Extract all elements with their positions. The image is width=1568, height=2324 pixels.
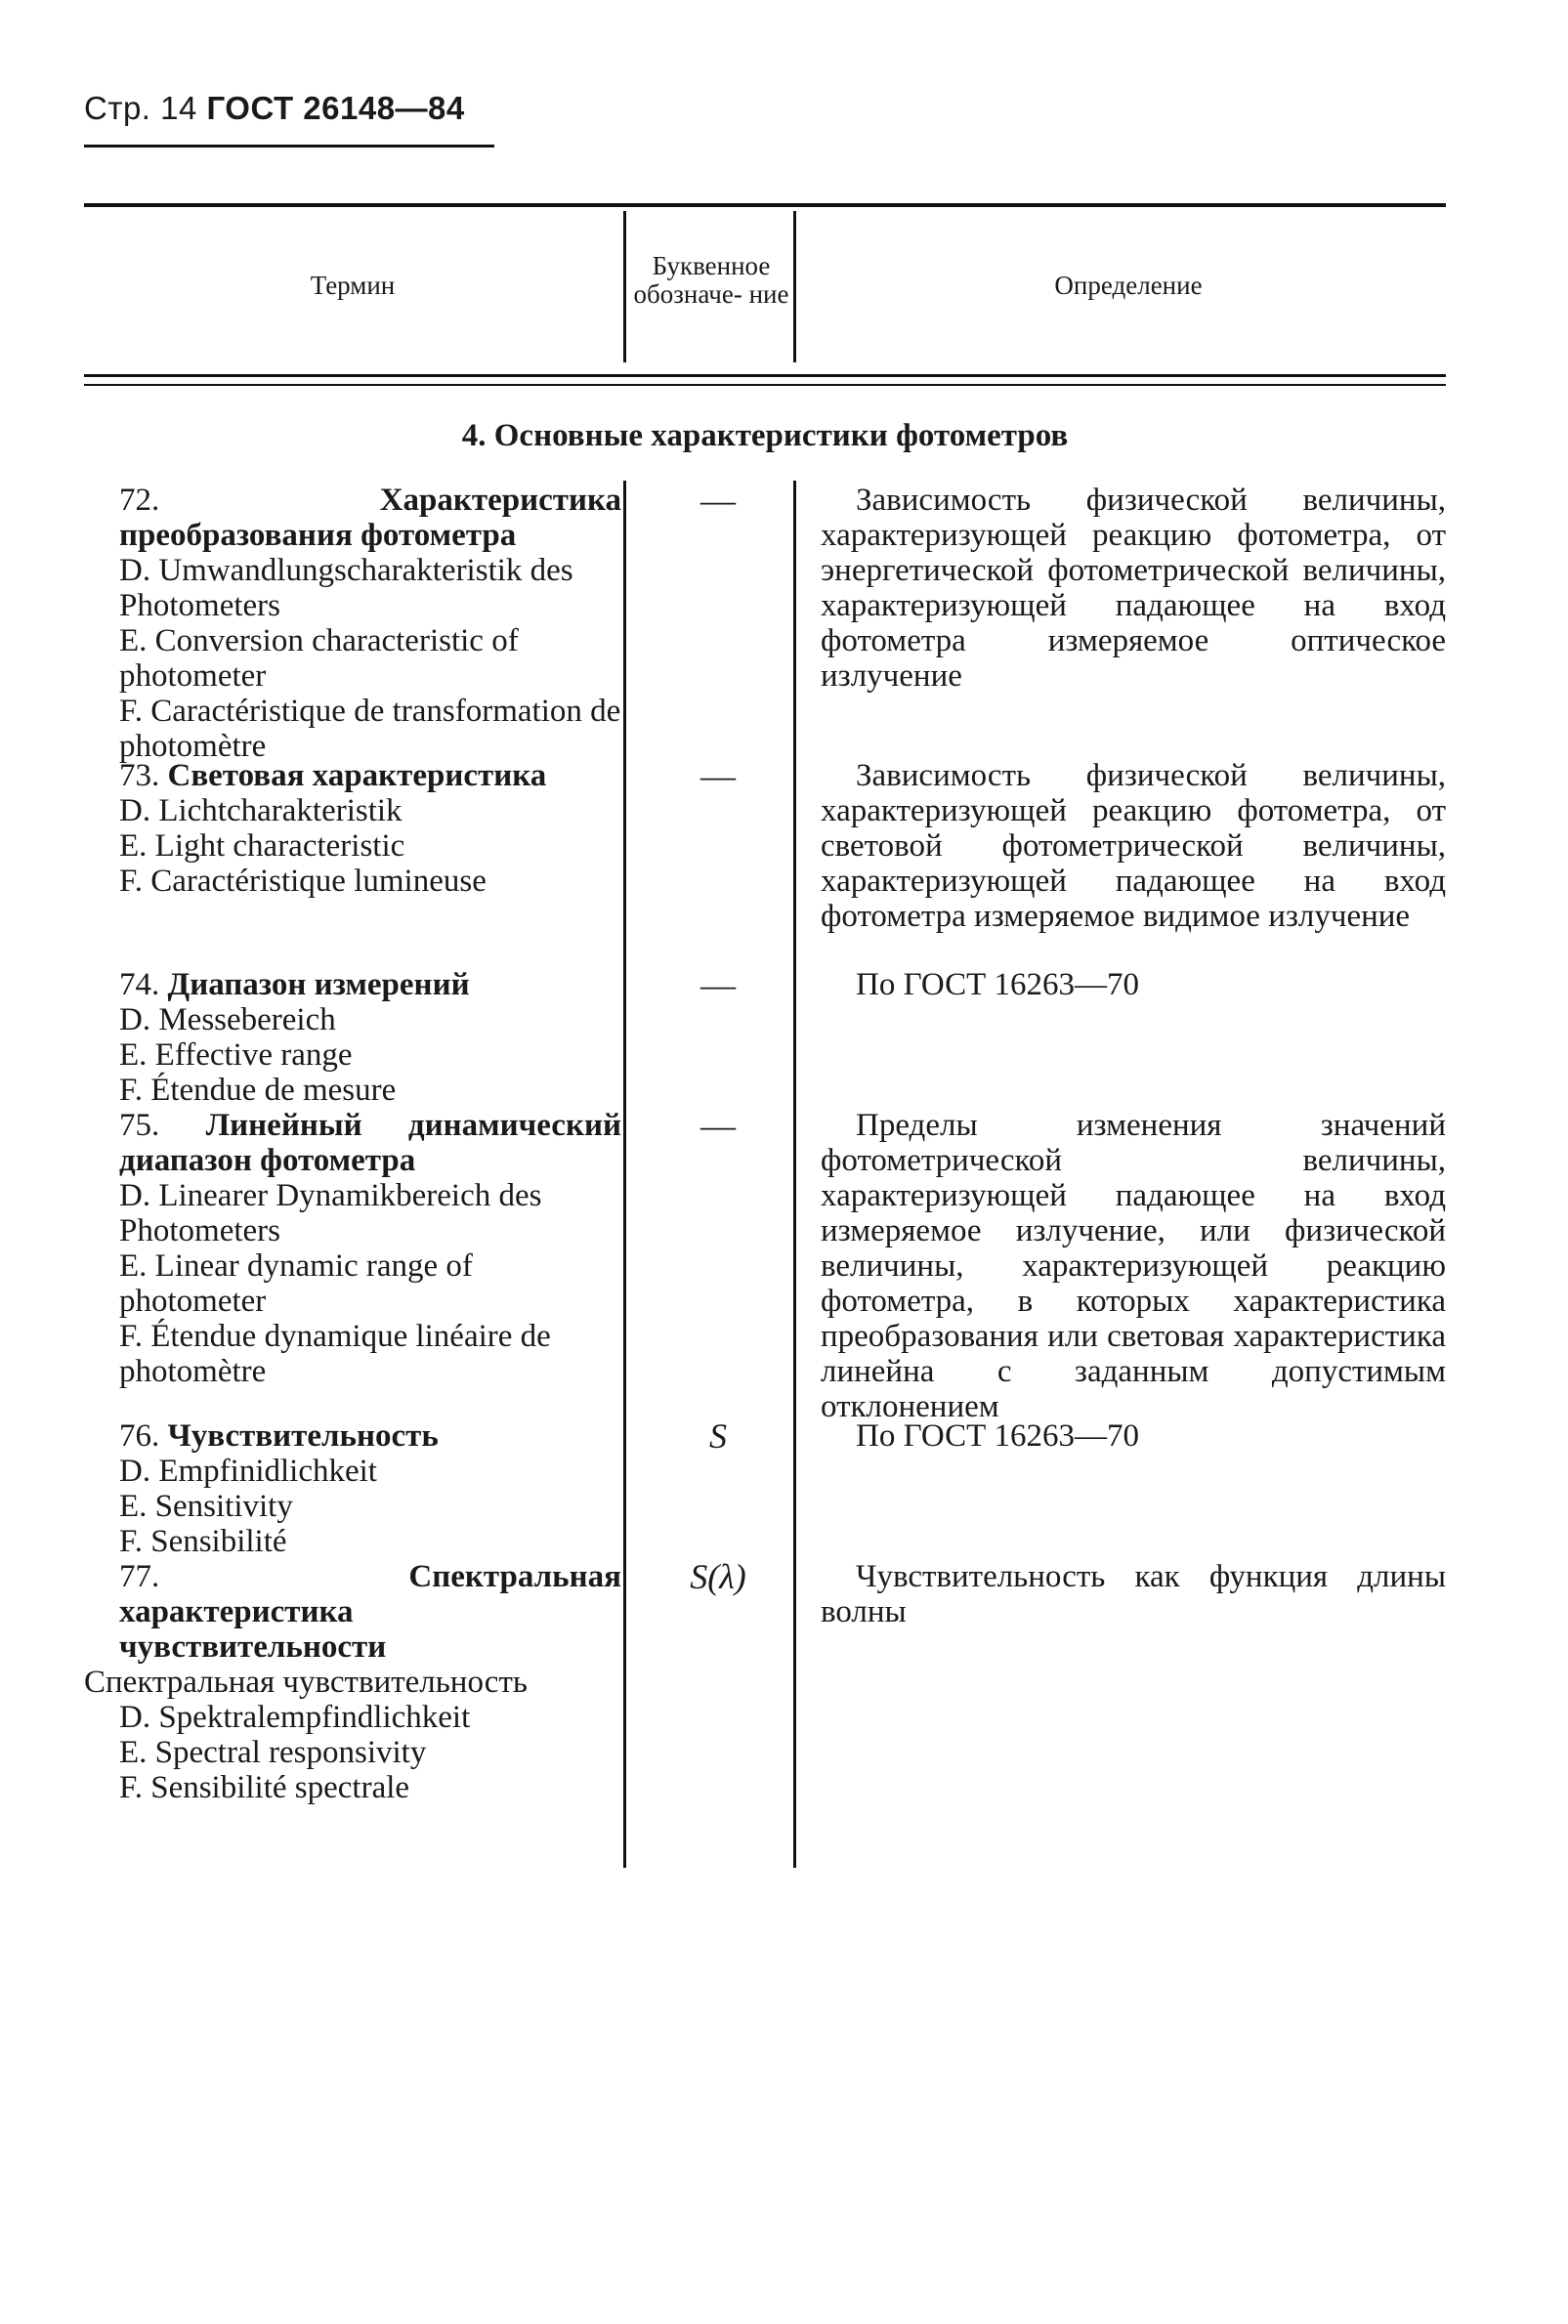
section-title: 4. Основные характеристики фотометров [461, 418, 1069, 453]
term-en: E. Spectral responsivity [119, 1735, 427, 1770]
column-divider-right [793, 481, 796, 1868]
column-header-term: Термин [310, 271, 396, 300]
term-definition: Зависимость физической величины, характеризующей реакцию фотометра, от энергетической фотометрической величины, характеризующей падающее на вход фотометра измеряемое оптическое излучение [821, 483, 1446, 694]
term-synonym: Спектральная чувствительность [84, 1665, 528, 1700]
term-fr: F. Caractéristique de transformation de photomètre [119, 694, 621, 764]
term-de: D. Messebereich [119, 1002, 336, 1037]
term-entry [84, 1108, 621, 1389]
column-header-symbol: Буквенное обозначе- ние [633, 251, 789, 309]
table-header-rule-2 [84, 384, 1446, 386]
term-definition: Чувствительность как функция длины волны [821, 1559, 1446, 1629]
term-fr: F. Étendue dynamique linéaire de photomètre [119, 1319, 551, 1389]
term-definition: Пределы изменения значений фотометрической величины, характеризующей падающее на вход измеряемое излучение, или физической величины, характеризующей реакцию фотометра, в которых характеристика преобразования или световая характеристика линейна с заданным допустимым отклонением [821, 1108, 1446, 1424]
term-en: E. Linear dynamic range of photometer [119, 1248, 473, 1319]
header-divider-left [623, 211, 626, 362]
term-entry [84, 1418, 621, 1559]
term-entry [84, 967, 621, 1108]
term-ru: 72. Характеристика преобразования фотометра [119, 483, 621, 553]
term-symbol: — [700, 965, 736, 1004]
term-en: E. Sensitivity [119, 1489, 293, 1524]
term-symbol: — [700, 1106, 736, 1145]
term-en: E. Effective range [119, 1037, 353, 1073]
header-underline [84, 145, 494, 148]
column-divider-left [623, 481, 626, 1868]
table-header-rule-1 [84, 374, 1446, 377]
term-symbol: — [700, 756, 736, 795]
term-definition: По ГОСТ 16263—70 [856, 967, 1139, 1002]
term-ru: 74. Диапазон измерений [119, 967, 470, 1002]
term-de: D. Empfinidlichkeit [119, 1454, 377, 1489]
term-de: D. Lichtcharakteristik [119, 793, 403, 828]
term-en: E. Conversion characteristic of photometer [119, 623, 519, 694]
term-entry [84, 758, 621, 899]
term-symbol: — [700, 481, 736, 520]
term-entry [84, 1559, 621, 1805]
term-de: D. Linearer Dynamikbereich des Photometers [119, 1178, 542, 1248]
term-ru: 73. Световая характеристика [119, 758, 547, 793]
term-fr: F. Étendue de mesure [119, 1073, 397, 1108]
term-ru: 75. Линейный динамический диапазон фотометра [119, 1108, 621, 1178]
term-de: D. Spektralempfindlichkeit [119, 1700, 471, 1735]
term-definition: По ГОСТ 16263—70 [856, 1418, 1139, 1454]
term-fr: F. Sensibilité spectrale [119, 1770, 410, 1805]
term-ru: 77. Спектральная характеристика чувствительности [119, 1559, 621, 1665]
term-fr: F. Sensibilité [119, 1524, 287, 1559]
term-de: D. Umwandlungscharakteristik des Photometers [119, 553, 573, 623]
term-entry [84, 483, 621, 764]
term-symbol: S(λ) [690, 1557, 746, 1596]
standard-code: ГОСТ 26148—84 [206, 90, 465, 126]
term-fr: F. Caractéristique lumineuse [119, 864, 487, 899]
term-en: E. Light characteristic [119, 828, 405, 864]
table-top-rule [84, 203, 1446, 207]
column-header-definition: Определение [1054, 271, 1203, 300]
term-symbol: S [709, 1416, 727, 1456]
term-ru: 76. Чувствительность [119, 1418, 439, 1454]
page-header [84, 90, 465, 127]
page-number: Стр. 14 [84, 90, 197, 126]
header-divider-right [793, 211, 796, 362]
term-definition: Зависимость физической величины, характеризующей реакцию фотометра, от световой фотометрической величины, характеризующей падающее на вход фотометра измеряемое видимое излучение [821, 758, 1446, 934]
